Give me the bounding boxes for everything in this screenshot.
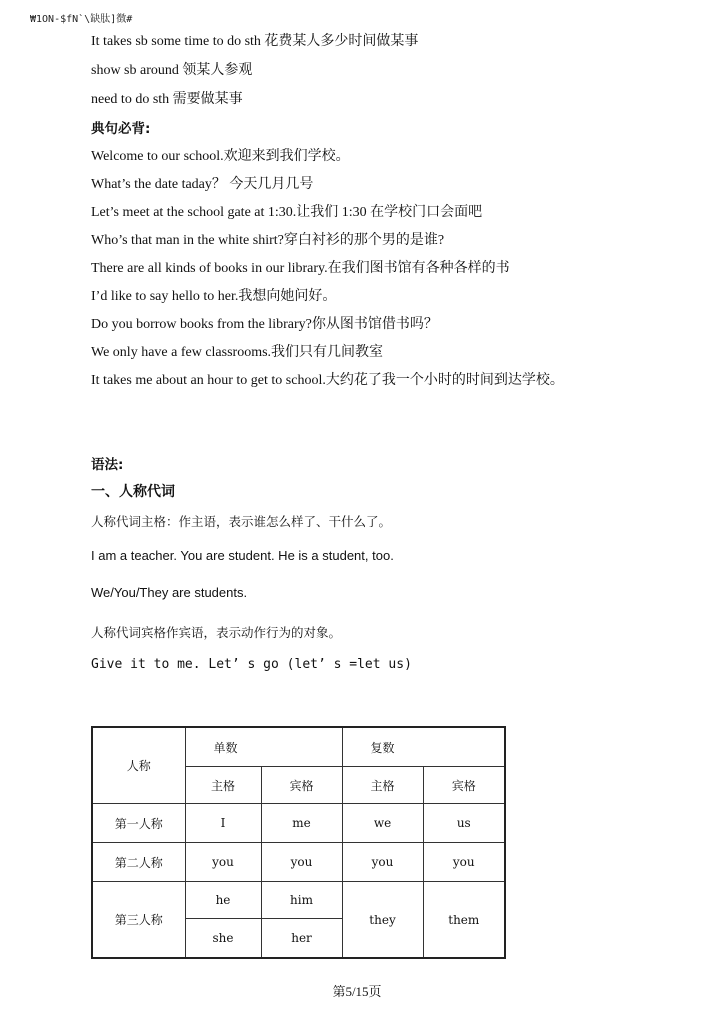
table-header-singular: 单数: [185, 727, 342, 767]
sentence-line: Welcome to our school.欢迎来到我们学校。: [91, 149, 350, 164]
table-cell: her: [261, 919, 342, 959]
table-row: [92, 843, 505, 882]
table-cell: you: [261, 843, 342, 882]
section-title: 一、人称代词: [91, 484, 175, 500]
sentence-line: It takes me about an hour to get to school.大约花了我一个小时的时间到达学校。: [91, 373, 564, 388]
subject-note: 人称代词主格：作主语，表示谁怎么样了、干什么了。: [91, 514, 392, 529]
sentence-line: Do you borrow books from the library?你从图书馆借书吗？: [91, 317, 438, 332]
table-cell-person: 第二人称: [92, 843, 185, 882]
table-header-person: 人称: [92, 727, 185, 804]
table-cell: them: [423, 882, 505, 959]
sentence-line: There are all kinds of books in our library.在我们图书馆有各种各样的书: [91, 261, 510, 276]
table-cell: him: [261, 882, 342, 919]
table-cell: she: [185, 919, 261, 959]
phrase-line: It takes sb some time to do sth 花费某人多少时间做某事: [91, 34, 419, 49]
table-cell: they: [342, 882, 423, 959]
table-cell-person: 第一人称: [92, 804, 185, 843]
sentence-line: We only have a few classrooms.我们只有几间教室: [91, 345, 384, 360]
sentence-line: What’s the date taday？ 今天几月几号: [91, 177, 314, 192]
object-note: 人称代词宾格作宾语，表示动作行为的对象。: [91, 625, 342, 640]
table-cell: he: [185, 882, 261, 919]
phrase-line: show sb around 领某人参观: [91, 63, 253, 78]
table-cell: we: [342, 804, 423, 843]
sentence-line: Let’s meet at the school gate at 1:30.让我们 1:30 在学校门口会面吧: [91, 205, 483, 220]
header-garbled-text: ₩1ON-$fN`\缺肽]徴#: [30, 14, 133, 25]
sentences-heading: 典句必背:: [91, 121, 151, 137]
grammar-heading: 语法:: [91, 457, 124, 473]
table-header-plural: 复数: [342, 727, 505, 767]
sentence-line: I’d like to say hello to her.我想向她问好。: [91, 289, 337, 304]
example-sentence: We/You/They are students.: [91, 585, 248, 600]
table-header-subject: 主格: [185, 767, 261, 804]
table-cell-person: 第三人称: [92, 882, 185, 959]
phrase-line: need to do sth 需要做某事: [91, 92, 243, 107]
table-cell: us: [423, 804, 505, 843]
table-row: [92, 882, 505, 919]
table-cell: you: [342, 843, 423, 882]
table-cell: me: [261, 804, 342, 843]
table-header-object: 宾格: [261, 767, 342, 804]
table-header-object: 宾格: [423, 767, 505, 804]
sentence-line: Who’s that man in the white shirt?穿白衬衫的那个男的是谁?: [91, 233, 445, 248]
example-sentence: I am a teacher. You are student. He is a student, too.: [91, 548, 394, 563]
page-number: 第5/15页: [332, 984, 382, 999]
table-row: [92, 804, 505, 843]
table-cell: you: [423, 843, 505, 882]
table-header-subject: 主格: [342, 767, 423, 804]
table-cell: you: [185, 843, 261, 882]
example-sentence: Give it to me. Let’ s go (let’ s =let us): [91, 657, 412, 672]
pronoun-table: [91, 726, 506, 959]
table-cell: I: [185, 804, 261, 843]
